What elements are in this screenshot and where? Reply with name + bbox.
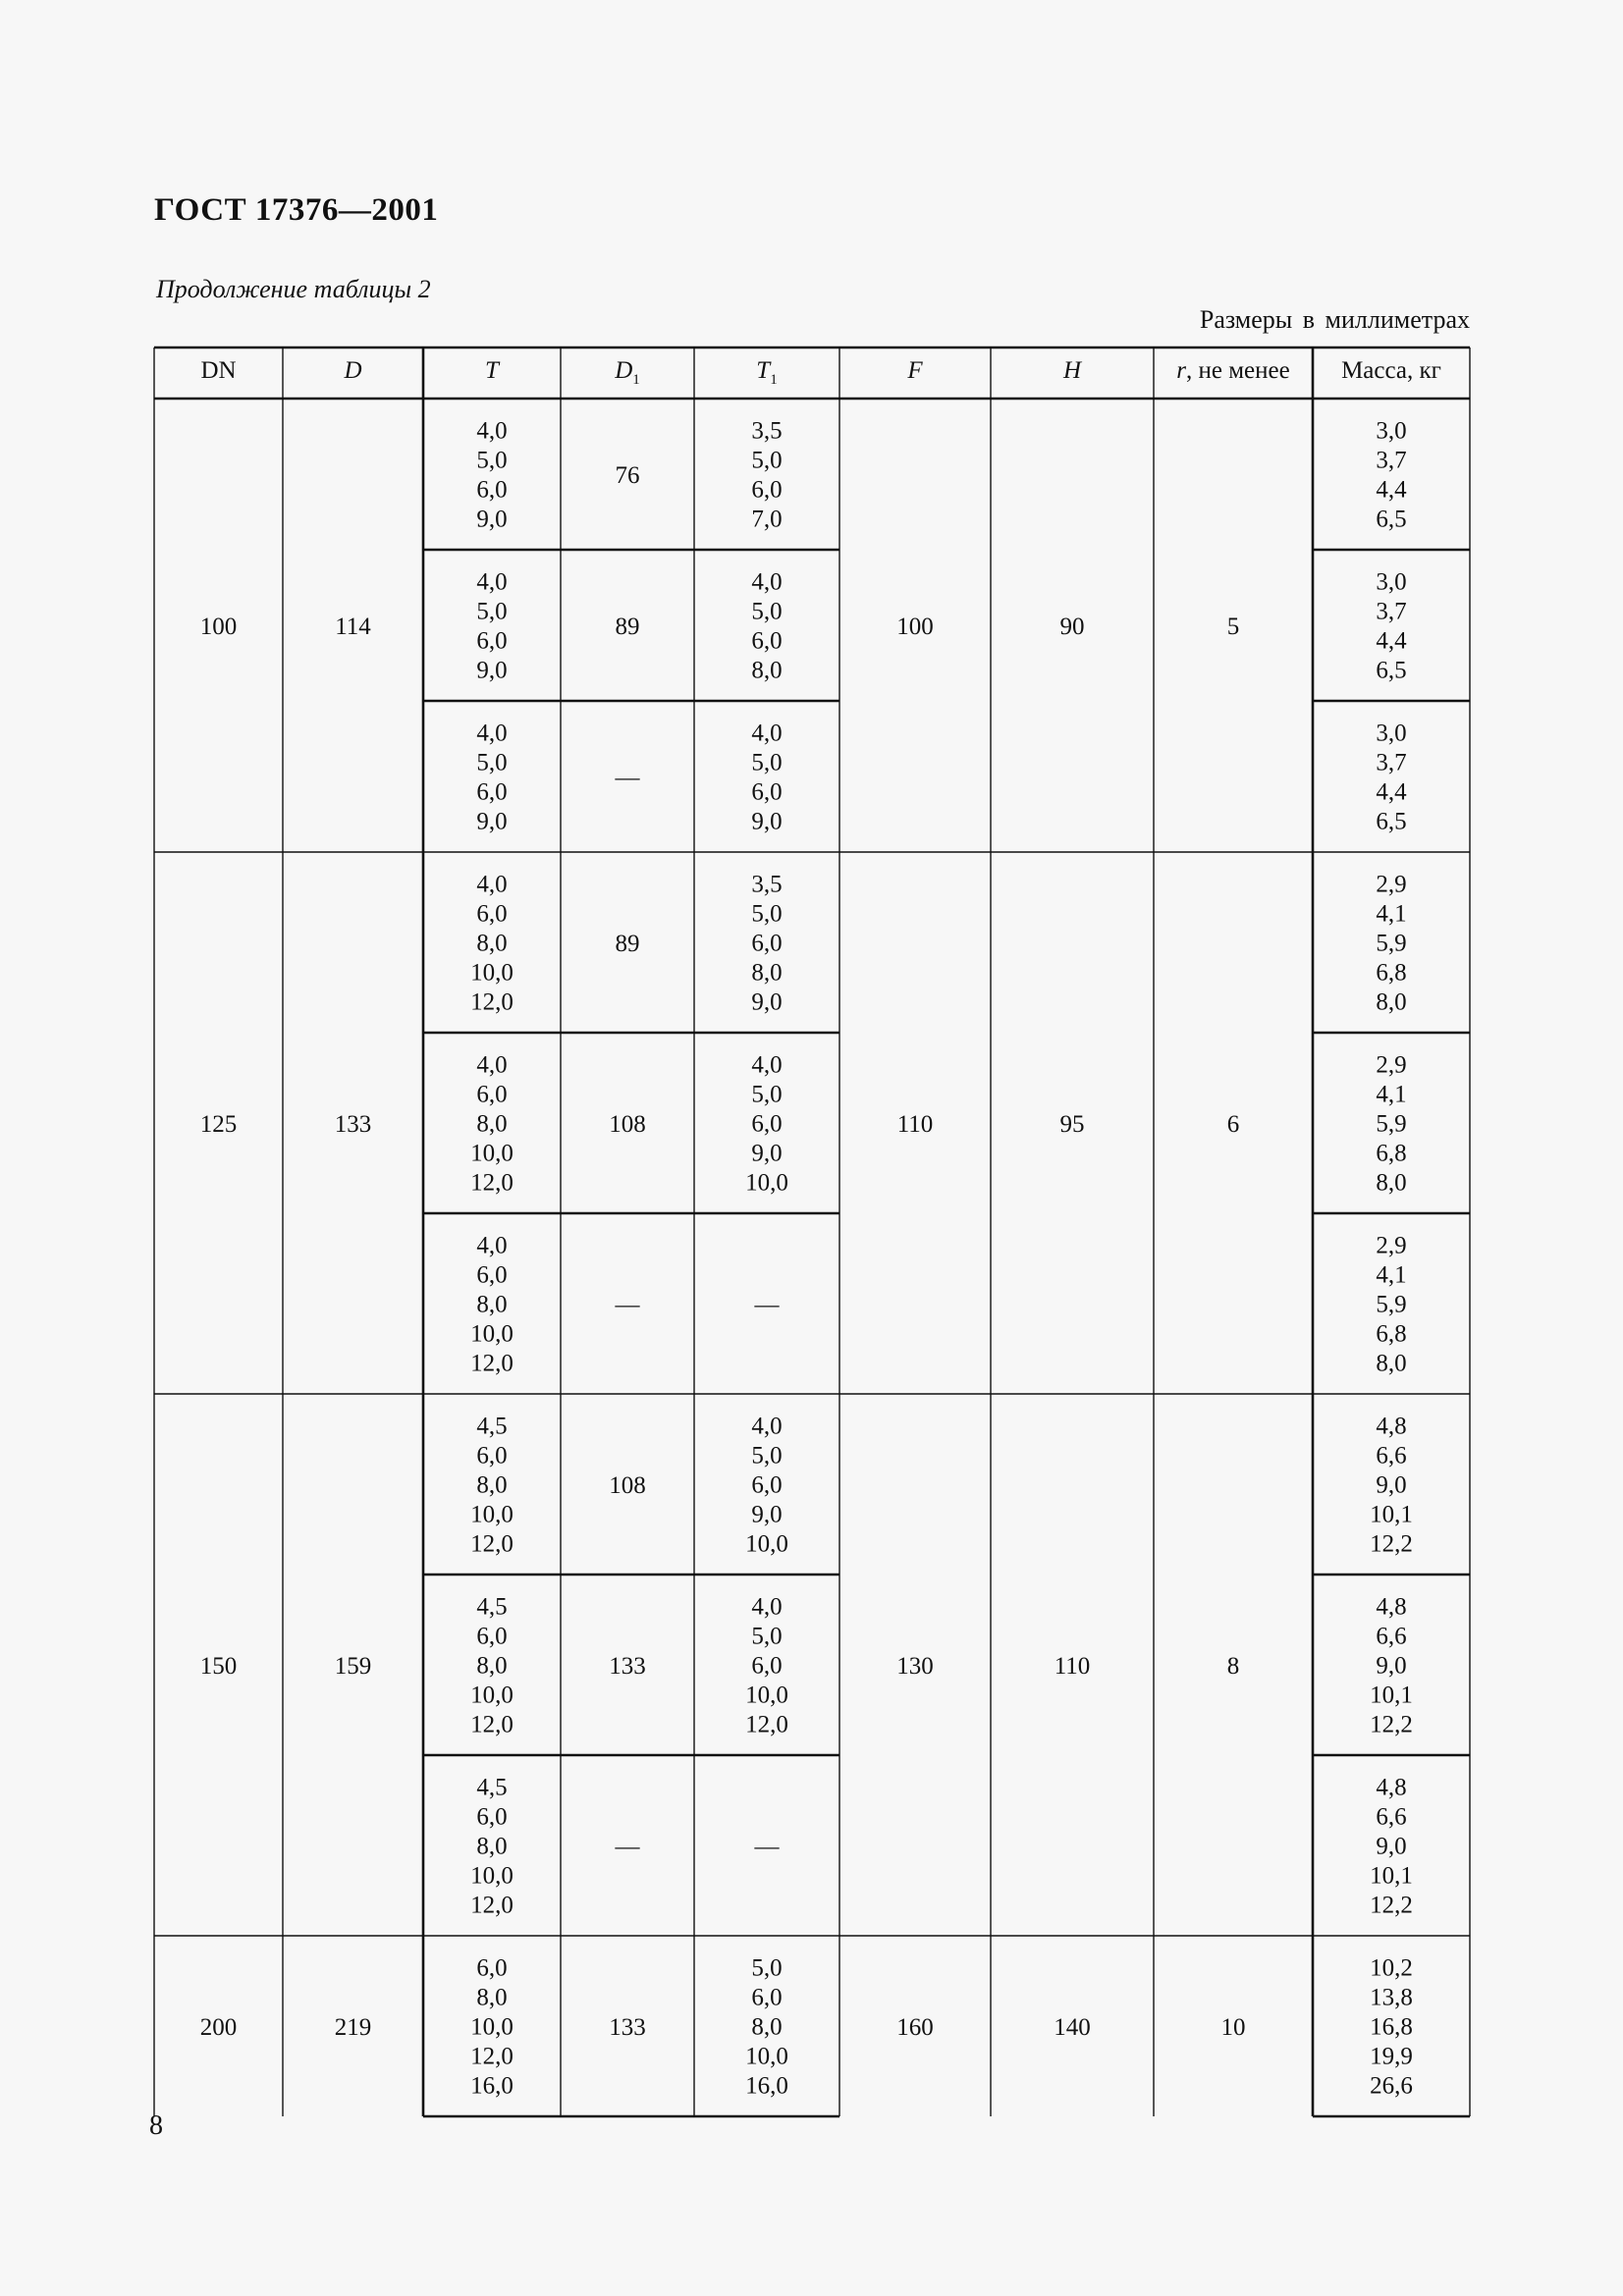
cell-t1-value: 4,0 xyxy=(751,568,783,596)
cell-t-value: 6,0 xyxy=(476,1081,508,1108)
cell-mass-value: 10,1 xyxy=(1370,1501,1413,1528)
cell-t-value: 4,0 xyxy=(476,1051,508,1079)
cell-t-value: 10,0 xyxy=(470,1682,514,1709)
cell-mass-value: 13,8 xyxy=(1370,1984,1413,2011)
cell-t1-value: 6,0 xyxy=(751,627,783,655)
cell-d: 114 xyxy=(335,614,371,640)
header-r-label: r xyxy=(1176,357,1187,384)
cell-t-value: 5,0 xyxy=(476,447,508,474)
header-t1-label: T xyxy=(756,357,771,384)
cell-t-value: 9,0 xyxy=(476,657,508,684)
cell-t-value: 12,0 xyxy=(470,1169,514,1197)
cell-mass-value: 3,0 xyxy=(1376,417,1407,445)
cell-d1: 76 xyxy=(615,462,640,489)
cell-t-value: 10,0 xyxy=(470,1320,514,1348)
cell-t-value: 6,0 xyxy=(476,1442,508,1469)
cell-mass-value: 6,6 xyxy=(1376,1623,1407,1650)
cell-mass-value: 5,9 xyxy=(1376,1110,1407,1138)
cell-t-value: 6,0 xyxy=(476,778,508,806)
cell-t-value: 8,0 xyxy=(476,1652,508,1680)
cell-r: 8 xyxy=(1226,1653,1240,1680)
cell-t-value: 9,0 xyxy=(476,506,508,533)
cell-t1-value: 5,0 xyxy=(751,1442,783,1469)
header-h xyxy=(1062,357,1083,384)
cell-mass-value: 6,5 xyxy=(1376,808,1407,835)
cell-r: 10 xyxy=(1220,2014,1246,2041)
cell-t1-value: 7,0 xyxy=(751,506,783,533)
cell-t-value: 4,5 xyxy=(476,1413,508,1440)
cell-mass-value: 5,9 xyxy=(1376,1291,1407,1318)
cell-t-value: 6,0 xyxy=(476,476,508,504)
cell-d1: 133 xyxy=(609,2014,646,2041)
cell-h: 95 xyxy=(1059,1111,1085,1138)
cell-dn: 150 xyxy=(199,1653,238,1680)
cell-mass-value: 6,5 xyxy=(1376,657,1407,684)
cell-mass-value: 9,0 xyxy=(1376,1652,1407,1680)
cell-d1: 89 xyxy=(615,614,640,640)
cell-t1-value: 6,0 xyxy=(751,1652,783,1680)
cell-t-value: 6,0 xyxy=(476,900,508,928)
cell-d1: — xyxy=(615,1292,640,1318)
cell-t1-value: 5,0 xyxy=(751,749,783,776)
header-mass xyxy=(1341,357,1441,384)
cell-t-value: 12,0 xyxy=(470,1711,514,1738)
cell-mass-value: 9,0 xyxy=(1376,1471,1407,1499)
cell-f: 110 xyxy=(896,1111,934,1138)
header-t1-subscript: 1 xyxy=(770,372,778,388)
cell-d1: 133 xyxy=(609,1653,646,1680)
cell-mass-value: 4,4 xyxy=(1376,627,1407,655)
header-f xyxy=(906,357,923,384)
cell-t1-value: 4,0 xyxy=(751,1413,783,1440)
cell-t1-value: 5,0 xyxy=(751,1081,783,1108)
cell-mass-value: 10,1 xyxy=(1370,1682,1413,1709)
cell-mass-value: 9,0 xyxy=(1376,1833,1407,1860)
cell-t1-value: 6,0 xyxy=(751,930,783,957)
cell-t-value: 4,0 xyxy=(476,720,508,747)
cell-t-value: 16,0 xyxy=(470,2072,514,2100)
cell-t1-value: 3,5 xyxy=(751,417,783,445)
cell-mass-value: 8,0 xyxy=(1376,1350,1407,1377)
cell-mass-value: 4,1 xyxy=(1376,900,1407,928)
cell-t-value: 4,0 xyxy=(476,417,508,445)
cell-t1-value: 16,0 xyxy=(745,2072,788,2100)
cell-t1-value: 10,0 xyxy=(745,2043,788,2070)
header-d xyxy=(343,357,361,384)
cell-h: 140 xyxy=(1054,2014,1091,2041)
cell-t1-value: 6,0 xyxy=(751,1471,783,1499)
cell-t1: — xyxy=(754,1834,780,1860)
cell-mass-value: 8,0 xyxy=(1376,988,1407,1016)
cell-t1-value: 6,0 xyxy=(751,476,783,504)
cell-t-value: 12,0 xyxy=(470,988,514,1016)
cell-t-value: 8,0 xyxy=(476,1833,508,1860)
cell-t-value: 6,0 xyxy=(476,1803,508,1831)
cell-t-value: 8,0 xyxy=(476,1471,508,1499)
cell-mass-value: 4,1 xyxy=(1376,1261,1407,1289)
cell-t-value: 9,0 xyxy=(476,808,508,835)
cell-t-value: 12,0 xyxy=(470,1530,514,1558)
cell-t1-value: 10,0 xyxy=(745,1169,788,1197)
cell-mass-value: 2,9 xyxy=(1376,1232,1407,1259)
cell-t-value: 10,0 xyxy=(470,1140,514,1167)
page-number: 8 xyxy=(149,2110,163,2141)
header-dn-label: DN xyxy=(200,357,237,384)
header-t1 xyxy=(756,357,777,388)
cell-mass-value: 3,7 xyxy=(1376,749,1407,776)
header-d1 xyxy=(614,357,640,388)
cell-t-value: 10,0 xyxy=(470,1501,514,1528)
cell-t-value: 4,5 xyxy=(476,1593,508,1621)
cell-t1-value: 4,0 xyxy=(751,1593,783,1621)
cell-d: 133 xyxy=(334,1111,372,1138)
cell-t-value: 12,0 xyxy=(470,2043,514,2070)
cell-t-value: 4,0 xyxy=(476,1232,508,1259)
cell-d1: — xyxy=(615,765,640,791)
cell-t-value: 8,0 xyxy=(476,930,508,957)
cell-r: 5 xyxy=(1226,614,1240,640)
cell-t-value: 10,0 xyxy=(470,1862,514,1890)
cell-t-value: 6,0 xyxy=(476,1954,508,1982)
cell-t1-value: 8,0 xyxy=(751,959,783,987)
cell-mass-value: 19,9 xyxy=(1370,2043,1413,2070)
cell-dn: 125 xyxy=(199,1111,238,1138)
cell-t1-value: 6,0 xyxy=(751,778,783,806)
cell-dn: 200 xyxy=(199,2014,238,2041)
header-d1-label: D xyxy=(615,357,633,384)
cell-mass-value: 3,0 xyxy=(1376,568,1407,596)
header-r-suffix: , не менее xyxy=(1186,357,1290,384)
cell-mass-value: 12,2 xyxy=(1370,1711,1413,1738)
cell-t1-value: 8,0 xyxy=(751,657,783,684)
cell-t-value: 10,0 xyxy=(470,959,514,987)
cell-t-value: 8,0 xyxy=(476,1984,508,2011)
cell-mass-value: 4,4 xyxy=(1376,778,1407,806)
cell-d1: 108 xyxy=(609,1111,646,1138)
cell-mass-value: 2,9 xyxy=(1376,1051,1407,1079)
cell-mass-value: 4,4 xyxy=(1376,476,1407,504)
cell-t-value: 8,0 xyxy=(476,1110,508,1138)
document-title: ГОСТ 17376—2001 xyxy=(154,192,439,228)
cell-mass-value: 26,6 xyxy=(1370,2072,1413,2100)
cell-r: 6 xyxy=(1226,1111,1240,1138)
cell-t1-value: 10,0 xyxy=(745,1530,788,1558)
cell-t1-value: 5,0 xyxy=(751,447,783,474)
header-t-label: T xyxy=(485,357,499,384)
cell-t-value: 12,0 xyxy=(470,1350,514,1377)
cell-t1-value: 9,0 xyxy=(751,1140,783,1167)
cell-mass-value: 6,5 xyxy=(1376,506,1407,533)
cell-dn: 100 xyxy=(199,614,238,640)
cell-mass-value: 10,1 xyxy=(1370,1862,1413,1890)
cell-t-value: 4,0 xyxy=(476,568,508,596)
cell-mass-value: 6,8 xyxy=(1376,959,1407,987)
header-t xyxy=(485,357,501,384)
cell-d1: — xyxy=(615,1834,640,1860)
cell-t1-value: 5,0 xyxy=(751,598,783,625)
cell-mass-value: 4,8 xyxy=(1376,1593,1407,1621)
cell-h: 90 xyxy=(1059,614,1085,640)
cell-mass-value: 6,8 xyxy=(1376,1140,1407,1167)
cell-f: 130 xyxy=(896,1653,934,1680)
cell-t-value: 6,0 xyxy=(476,1261,508,1289)
cell-t-value: 5,0 xyxy=(476,749,508,776)
cell-t-value: 10,0 xyxy=(470,2013,514,2041)
cell-mass-value: 3,0 xyxy=(1376,720,1407,747)
header-d1-subscript: 1 xyxy=(632,372,640,388)
cell-t1-value: 9,0 xyxy=(751,1501,783,1528)
table-caption: Продолжение таблицы 2 xyxy=(156,275,431,303)
cell-t1-value: 4,0 xyxy=(751,720,783,747)
cell-mass-value: 12,2 xyxy=(1370,1892,1413,1919)
cell-t1-value: 8,0 xyxy=(751,2013,783,2041)
cell-mass-value: 4,1 xyxy=(1376,1081,1407,1108)
cell-d: 219 xyxy=(334,2014,372,2041)
cell-t1-value: 10,0 xyxy=(745,1682,788,1709)
cell-t-value: 8,0 xyxy=(476,1291,508,1318)
cell-t1: — xyxy=(754,1292,780,1318)
header-r xyxy=(1176,357,1289,384)
cell-t1-value: 5,0 xyxy=(751,900,783,928)
cell-mass-value: 3,7 xyxy=(1376,598,1407,625)
cell-t1-value: 5,0 xyxy=(751,1623,783,1650)
cell-t1-value: 9,0 xyxy=(751,808,783,835)
cell-f: 160 xyxy=(896,2014,934,2041)
cell-t-value: 6,0 xyxy=(476,627,508,655)
cell-t1-value: 12,0 xyxy=(745,1711,788,1738)
cell-t1-value: 6,0 xyxy=(751,1984,783,2011)
cell-t1-value: 9,0 xyxy=(751,988,783,1016)
cell-t1-value: 3,5 xyxy=(751,871,783,898)
cell-h: 110 xyxy=(1054,1653,1091,1680)
cell-mass-value: 6,6 xyxy=(1376,1803,1407,1831)
cell-mass-value: 2,9 xyxy=(1376,871,1407,898)
cell-d1: 108 xyxy=(609,1472,646,1499)
header-dn xyxy=(200,357,236,384)
cell-mass-value: 5,9 xyxy=(1376,930,1407,957)
cell-f: 100 xyxy=(896,614,934,640)
cell-mass-value: 4,8 xyxy=(1376,1413,1407,1440)
units-note: Размеры в миллиметрах xyxy=(1199,305,1470,334)
header-f-label: F xyxy=(907,357,923,384)
cell-d1: 89 xyxy=(615,931,640,957)
cell-mass-value: 12,2 xyxy=(1370,1530,1413,1558)
cell-mass-value: 6,6 xyxy=(1376,1442,1407,1469)
cell-d: 159 xyxy=(334,1653,372,1680)
cell-t1-value: 4,0 xyxy=(751,1051,783,1079)
cell-mass-value: 8,0 xyxy=(1376,1169,1407,1197)
cell-t-value: 4,5 xyxy=(476,1774,508,1801)
header-d-label: D xyxy=(344,357,362,384)
cell-t1-value: 5,0 xyxy=(751,1954,783,1982)
header-mass-label: Масса, кг xyxy=(1341,357,1441,384)
cell-t-value: 5,0 xyxy=(476,598,508,625)
cell-mass-value: 10,2 xyxy=(1370,1954,1413,1982)
cell-mass-value: 16,8 xyxy=(1370,2013,1413,2041)
cell-mass-value: 4,8 xyxy=(1376,1774,1407,1801)
cell-t1-value: 6,0 xyxy=(751,1110,783,1138)
cell-t-value: 6,0 xyxy=(476,1623,508,1650)
cell-mass-value: 6,8 xyxy=(1376,1320,1407,1348)
cell-mass-value: 3,7 xyxy=(1376,447,1407,474)
cell-t-value: 12,0 xyxy=(470,1892,514,1919)
header-h-label: H xyxy=(1062,357,1082,384)
cell-t-value: 4,0 xyxy=(476,871,508,898)
